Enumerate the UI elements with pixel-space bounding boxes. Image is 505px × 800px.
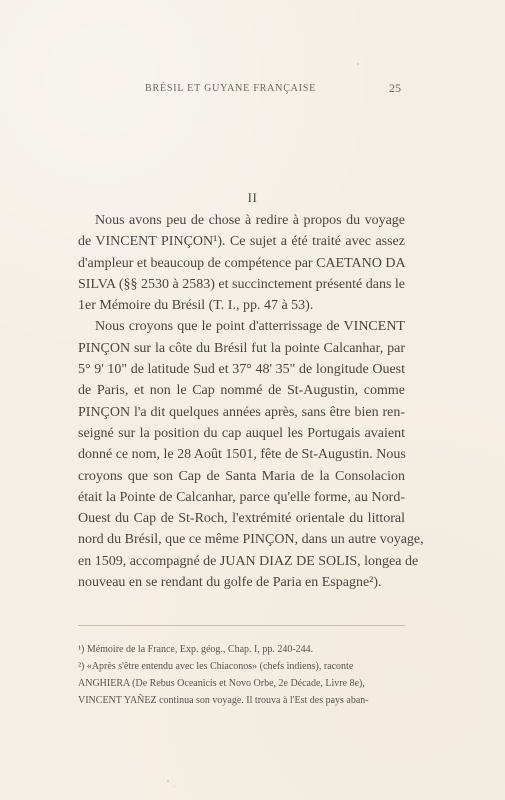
body-line-14: était la Pointe de Calcanhar, parce qu'elle forme, au Nord-: [78, 489, 405, 505]
running-head: BRÉSIL ET GUYANE FRANÇAISE: [145, 83, 317, 94]
footnote-line-4: VINCENT YAÑEZ continua son voyage. Il trouva à l'Est des pays aban-: [78, 695, 369, 706]
body-line-13: croyons que son Cap de Santa Maria de la Consolacion: [78, 468, 405, 484]
footnote-line-2: ²) «Après s'être entendu avec les Chiaconos» (chefs indiens), raconte: [78, 661, 354, 672]
paper-speck: [357, 63, 359, 65]
body-line-11: seigné sur la position du cap auquel les Portugais avaient: [78, 425, 405, 441]
body-line-16: nord du Brésil, que ce même PINÇON, dans un autre voyage,: [78, 532, 424, 548]
body-line-15: Ouest du Cap de St-Roch, l'extrémité orientale du littoral: [78, 511, 405, 527]
body-line-10: PINÇON l'a dit quelques années après, sans être bien ren-: [78, 404, 405, 420]
paper-speck: [167, 780, 169, 782]
body-line-17: en 1509, accompagné de JUAN DIAZ DE SOLIS, longea de: [78, 553, 419, 569]
main-text-block: [78, 210, 424, 593]
section-number: II: [247, 190, 258, 205]
paragraph-two: [78, 316, 424, 593]
body-line-08: 5° 9' 10" de latitude Sud et 37° 48' 35" de longitude Ouest: [78, 362, 405, 378]
footnote-line-1: ¹) Mémoire de la France, Exp. géog., Chap. I, pp. 240-244.: [78, 644, 314, 655]
body-line-03: d'ampleur et beaucoup de compétence par CAETANO DA: [78, 255, 406, 271]
paper-speck: [174, 786, 175, 787]
footnote-separator: [78, 625, 405, 626]
body-line-04: SILVA (§§ 2530 à 2583) et succinctement présenté dans le: [78, 276, 405, 292]
body-line-05: 1er Mémoire du Brésil (T. I., pp. 47 à 53).: [78, 298, 314, 314]
body-line-07: PINÇON sur la côte du Brésil fut la pointe Calcanhar, par: [78, 340, 405, 356]
body-line-12: donné ce nom, le 28 Août 1501, fête de St-Augustin. Nous: [78, 447, 406, 463]
footnote-line-3: ANGHIERA (De Rebus Oceanicis et Novo Orbe, 2e Décade, Livre 8e),: [78, 678, 365, 689]
body-line-18: nouveau en se rendant du golfe de Paria en Espagne²).: [78, 575, 382, 591]
body-line-09: de Paris, et non le Cap nommé de St-Augustin, comme: [78, 383, 405, 399]
page-number: 25: [389, 81, 401, 95]
body-line-02: de VINCENT PINÇON¹). Ce sujet a été traité avec assez: [78, 234, 405, 250]
body-line-06: Nous croyons que le point d'atterrissage de VINCENT: [95, 319, 405, 335]
paragraph-one: [78, 210, 405, 316]
footnotes-block: [78, 641, 405, 709]
body-line-01: Nous avons peu de chose à redire à propos du voyage: [95, 213, 405, 228]
